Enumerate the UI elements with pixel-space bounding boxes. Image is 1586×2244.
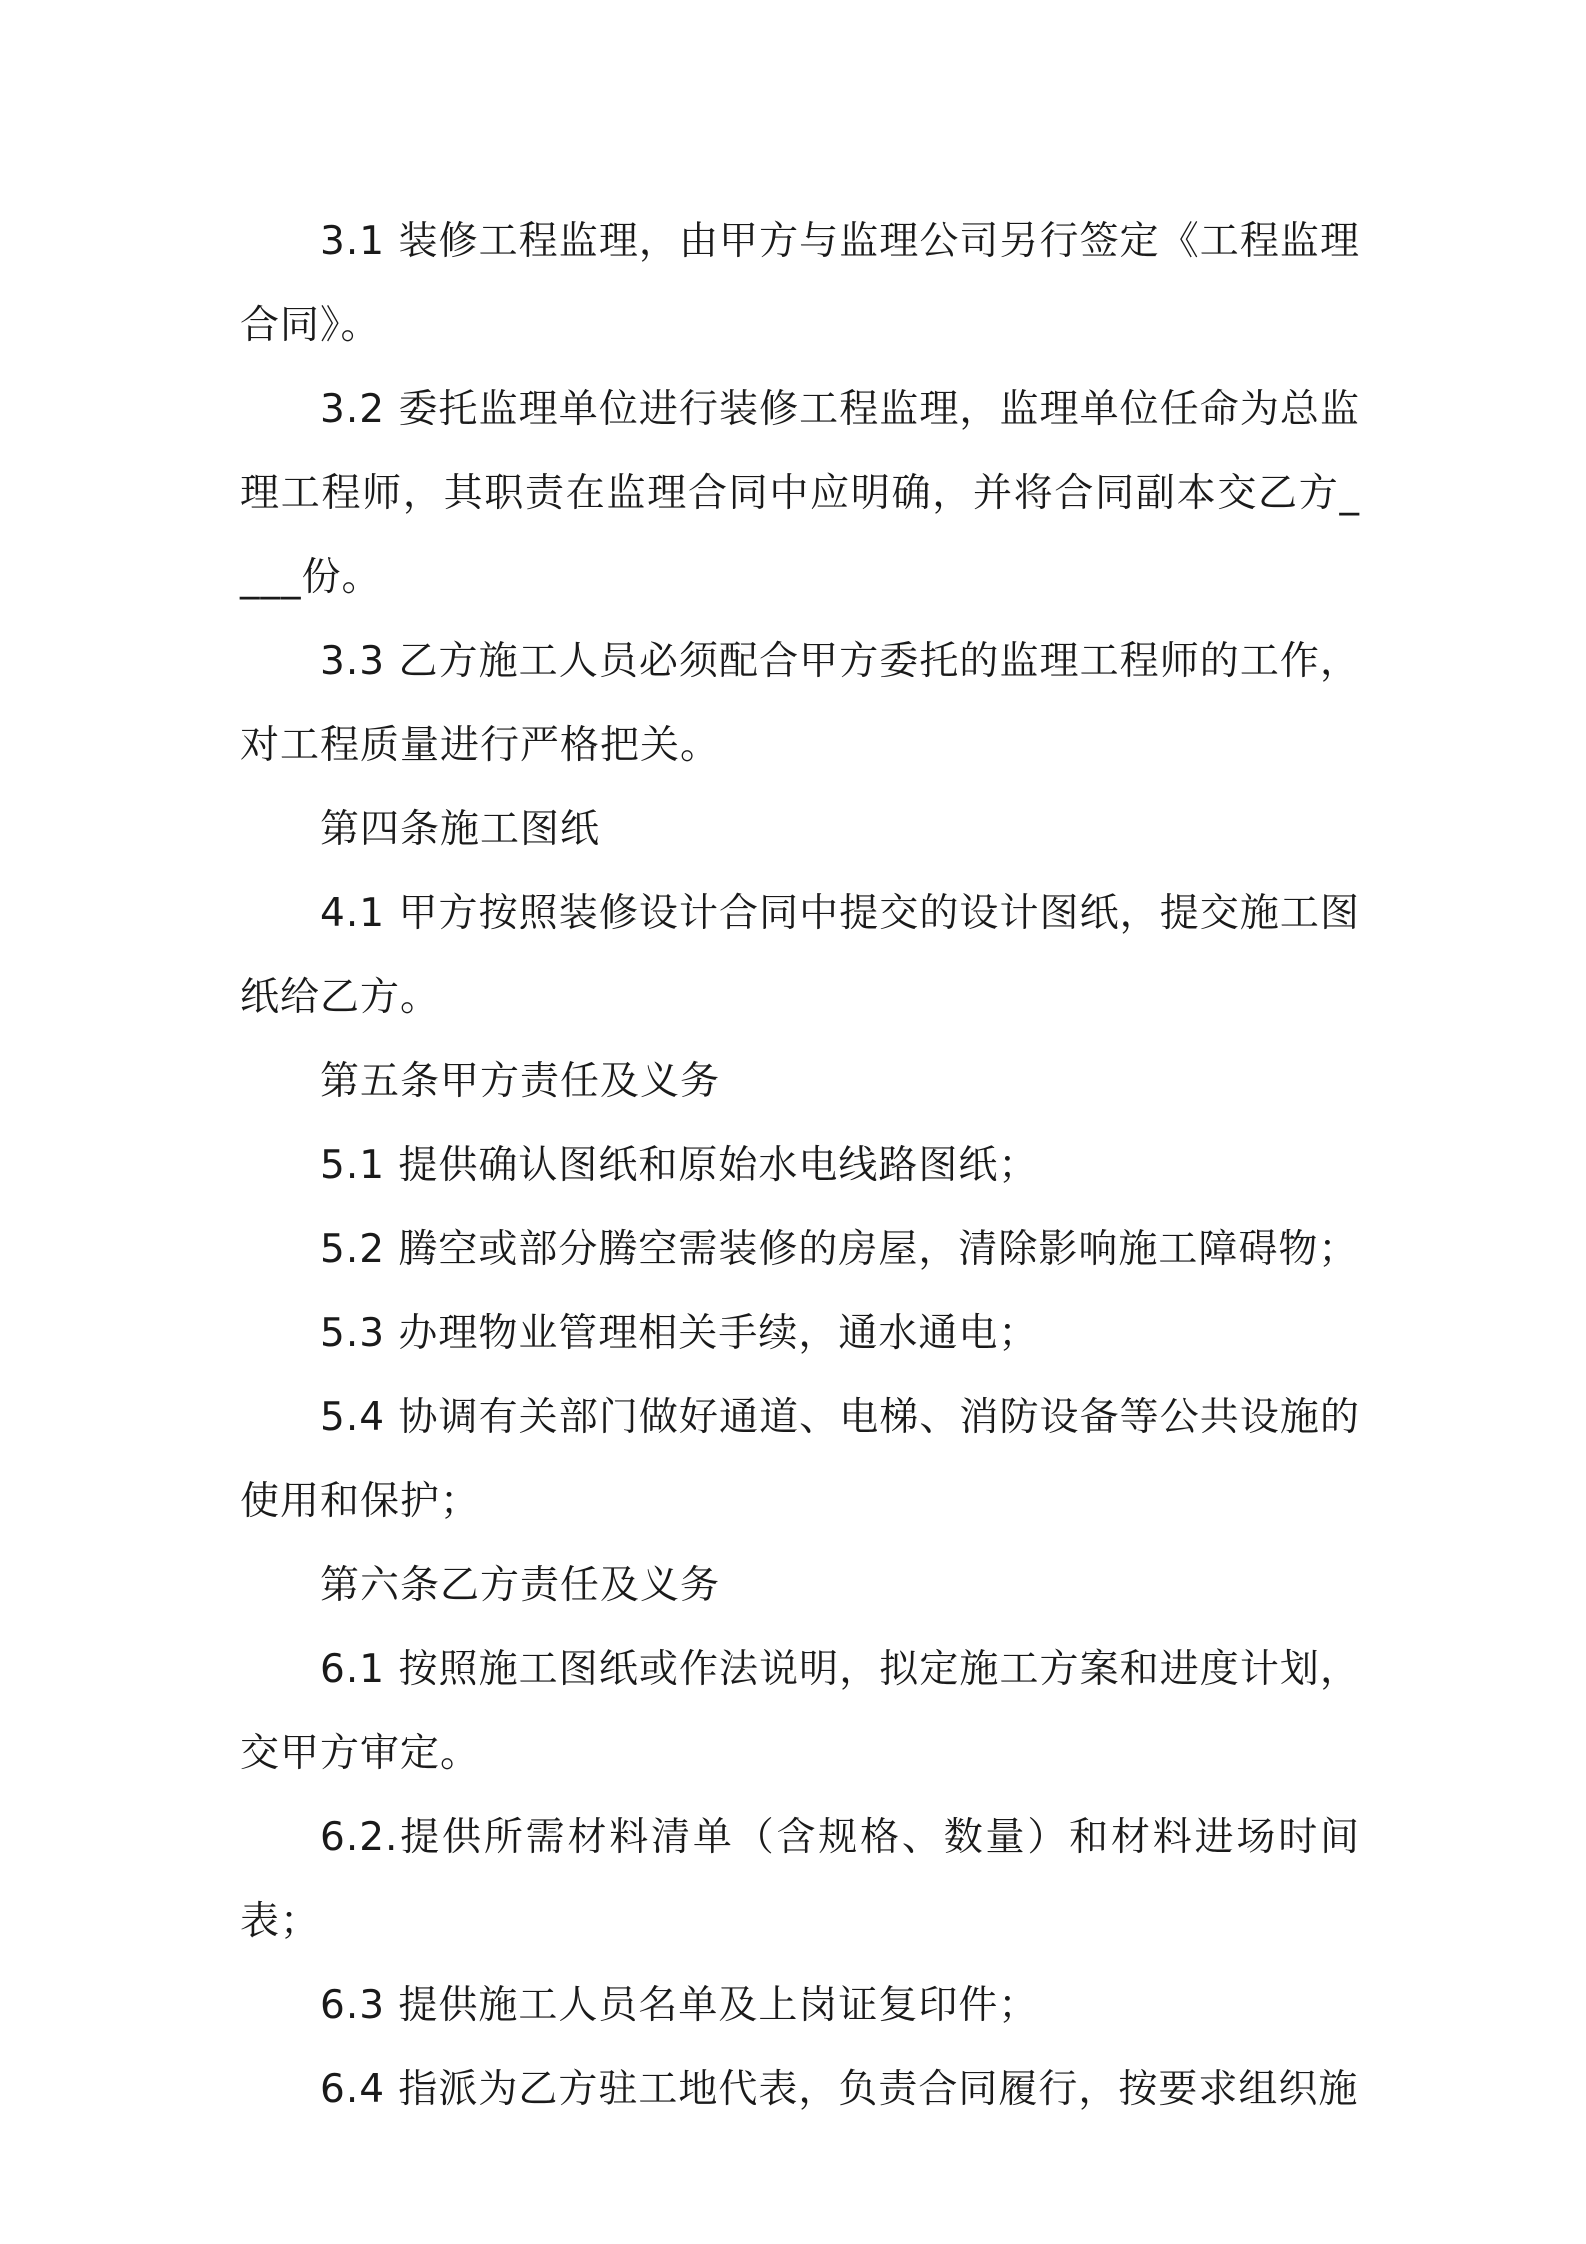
clause-3-1: 3.1 装修工程监理，由甲方与监理公司另行签定《工程监理合同》。 <box>240 219 1360 348</box>
clause-3-2: 3.2 委托监理单位进行装修工程监理，监理单位任命为总监理工程师，其职责在监理合同中应明确，并将合同副本交乙方____份。 <box>240 387 1360 600</box>
clause-6-1: 6.1 按照施工图纸或作法说明，拟定施工方案和进度计划，交甲方审定。 <box>240 1647 1360 1776</box>
clause-4-1: 4.1 甲方按照装修设计合同中提交的设计图纸，提交施工图纸给乙方。 <box>240 891 1360 1020</box>
article-4-heading: 第四条施工图纸 <box>320 807 601 852</box>
clause-5-2: 5.2 腾空或部分腾空需装修的房屋，清除影响施工障碍物； <box>320 1227 1359 1272</box>
clause-6-4: 6.4 指派为乙方驻工地代表，负责合同履行，按要求组织施 <box>320 2067 1359 2112</box>
clause-6-2: 6.2.提供所需材料清单（含规格、数量）和材料进场时间表； <box>240 1815 1360 1944</box>
article-6-heading: 第六条乙方责任及义务 <box>320 1563 721 1608</box>
document-body <box>240 200 1360 2132</box>
clause-5-3: 5.3 办理物业管理相关手续，通水通电； <box>320 1311 1039 1356</box>
clause-6-3: 6.3 提供施工人员名单及上岗证复印件； <box>320 1983 1039 2028</box>
clause-5-4: 5.4 协调有关部门做好通道、电梯、消防设备等公共设施的使用和保护； <box>240 1395 1360 1524</box>
article-5-heading: 第五条甲方责任及义务 <box>320 1059 721 1104</box>
clause-5-1: 5.1 提供确认图纸和原始水电线路图纸； <box>320 1143 1039 1188</box>
clause-3-3: 3.3 乙方施工人员必须配合甲方委托的监理工程师的工作，对工程质量进行严格把关。 <box>240 639 1360 768</box>
